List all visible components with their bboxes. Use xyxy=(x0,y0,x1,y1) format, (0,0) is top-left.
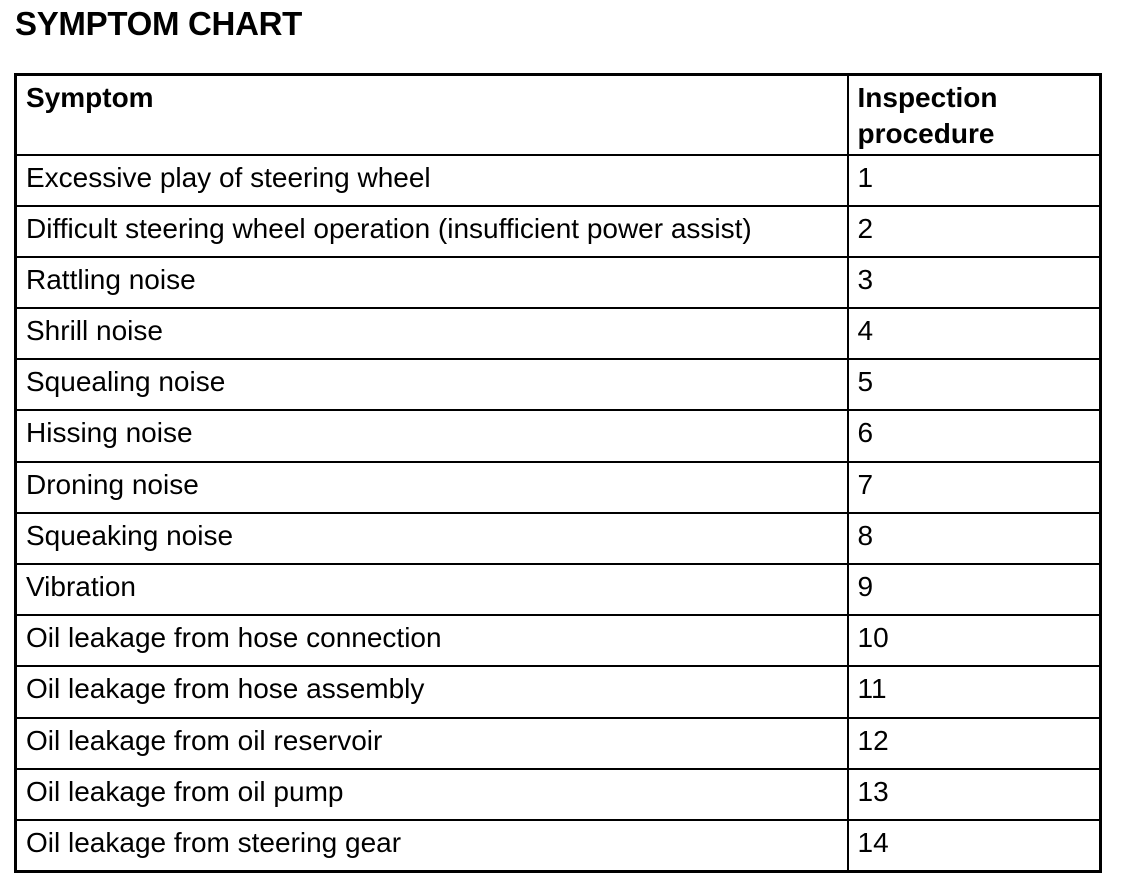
symptom-cell: Oil leakage from hose connection xyxy=(16,615,848,666)
table-row xyxy=(16,769,1101,820)
table-row xyxy=(16,359,1101,410)
procedure-cell: 11 xyxy=(848,666,1101,717)
procedure-cell: 7 xyxy=(848,462,1101,513)
procedure-cell: 13 xyxy=(848,769,1101,820)
table-row xyxy=(16,513,1101,564)
symptom-cell: Difficult steering wheel operation (insufficient power assist) xyxy=(16,206,848,257)
table-row xyxy=(16,564,1101,615)
symptom-cell: Vibration xyxy=(16,564,848,615)
header-inspection-procedure: Inspection procedure xyxy=(848,75,1101,155)
symptom-cell: Oil leakage from steering gear xyxy=(16,820,848,871)
symptom-cell: Oil leakage from oil reservoir xyxy=(16,718,848,769)
symptom-table xyxy=(14,73,1102,873)
procedure-cell: 1 xyxy=(848,155,1101,206)
procedure-cell: 4 xyxy=(848,308,1101,359)
procedure-cell: 2 xyxy=(848,206,1101,257)
procedure-cell: 3 xyxy=(848,257,1101,308)
procedure-cell: 9 xyxy=(848,564,1101,615)
procedure-cell: 6 xyxy=(848,410,1101,461)
table-row xyxy=(16,206,1101,257)
symptom-cell: Shrill noise xyxy=(16,308,848,359)
table-row xyxy=(16,155,1101,206)
symptom-cell: Squeaking noise xyxy=(16,513,848,564)
procedure-cell: 12 xyxy=(848,718,1101,769)
table-body xyxy=(16,155,1101,872)
symptom-cell: Hissing noise xyxy=(16,410,848,461)
table-row xyxy=(16,462,1101,513)
procedure-cell: 8 xyxy=(848,513,1101,564)
symptom-cell: Squealing noise xyxy=(16,359,848,410)
table-row xyxy=(16,718,1101,769)
page-title: SYMPTOM CHART xyxy=(15,5,302,42)
symptom-cell: Excessive play of steering wheel xyxy=(16,155,848,206)
table-row xyxy=(16,820,1101,871)
table-row xyxy=(16,615,1101,666)
table-row xyxy=(16,257,1101,308)
header-symptom: Symptom xyxy=(16,75,848,155)
table-row xyxy=(16,308,1101,359)
procedure-cell: 10 xyxy=(848,615,1101,666)
procedure-cell: 14 xyxy=(848,820,1101,871)
table-row xyxy=(16,410,1101,461)
symptom-cell: Oil leakage from oil pump xyxy=(16,769,848,820)
table-row xyxy=(16,666,1101,717)
procedure-cell: 5 xyxy=(848,359,1101,410)
symptom-cell: Droning noise xyxy=(16,462,848,513)
table-header-row xyxy=(16,75,1101,155)
symptom-cell: Oil leakage from hose assembly xyxy=(16,666,848,717)
symptom-cell: Rattling noise xyxy=(16,257,848,308)
